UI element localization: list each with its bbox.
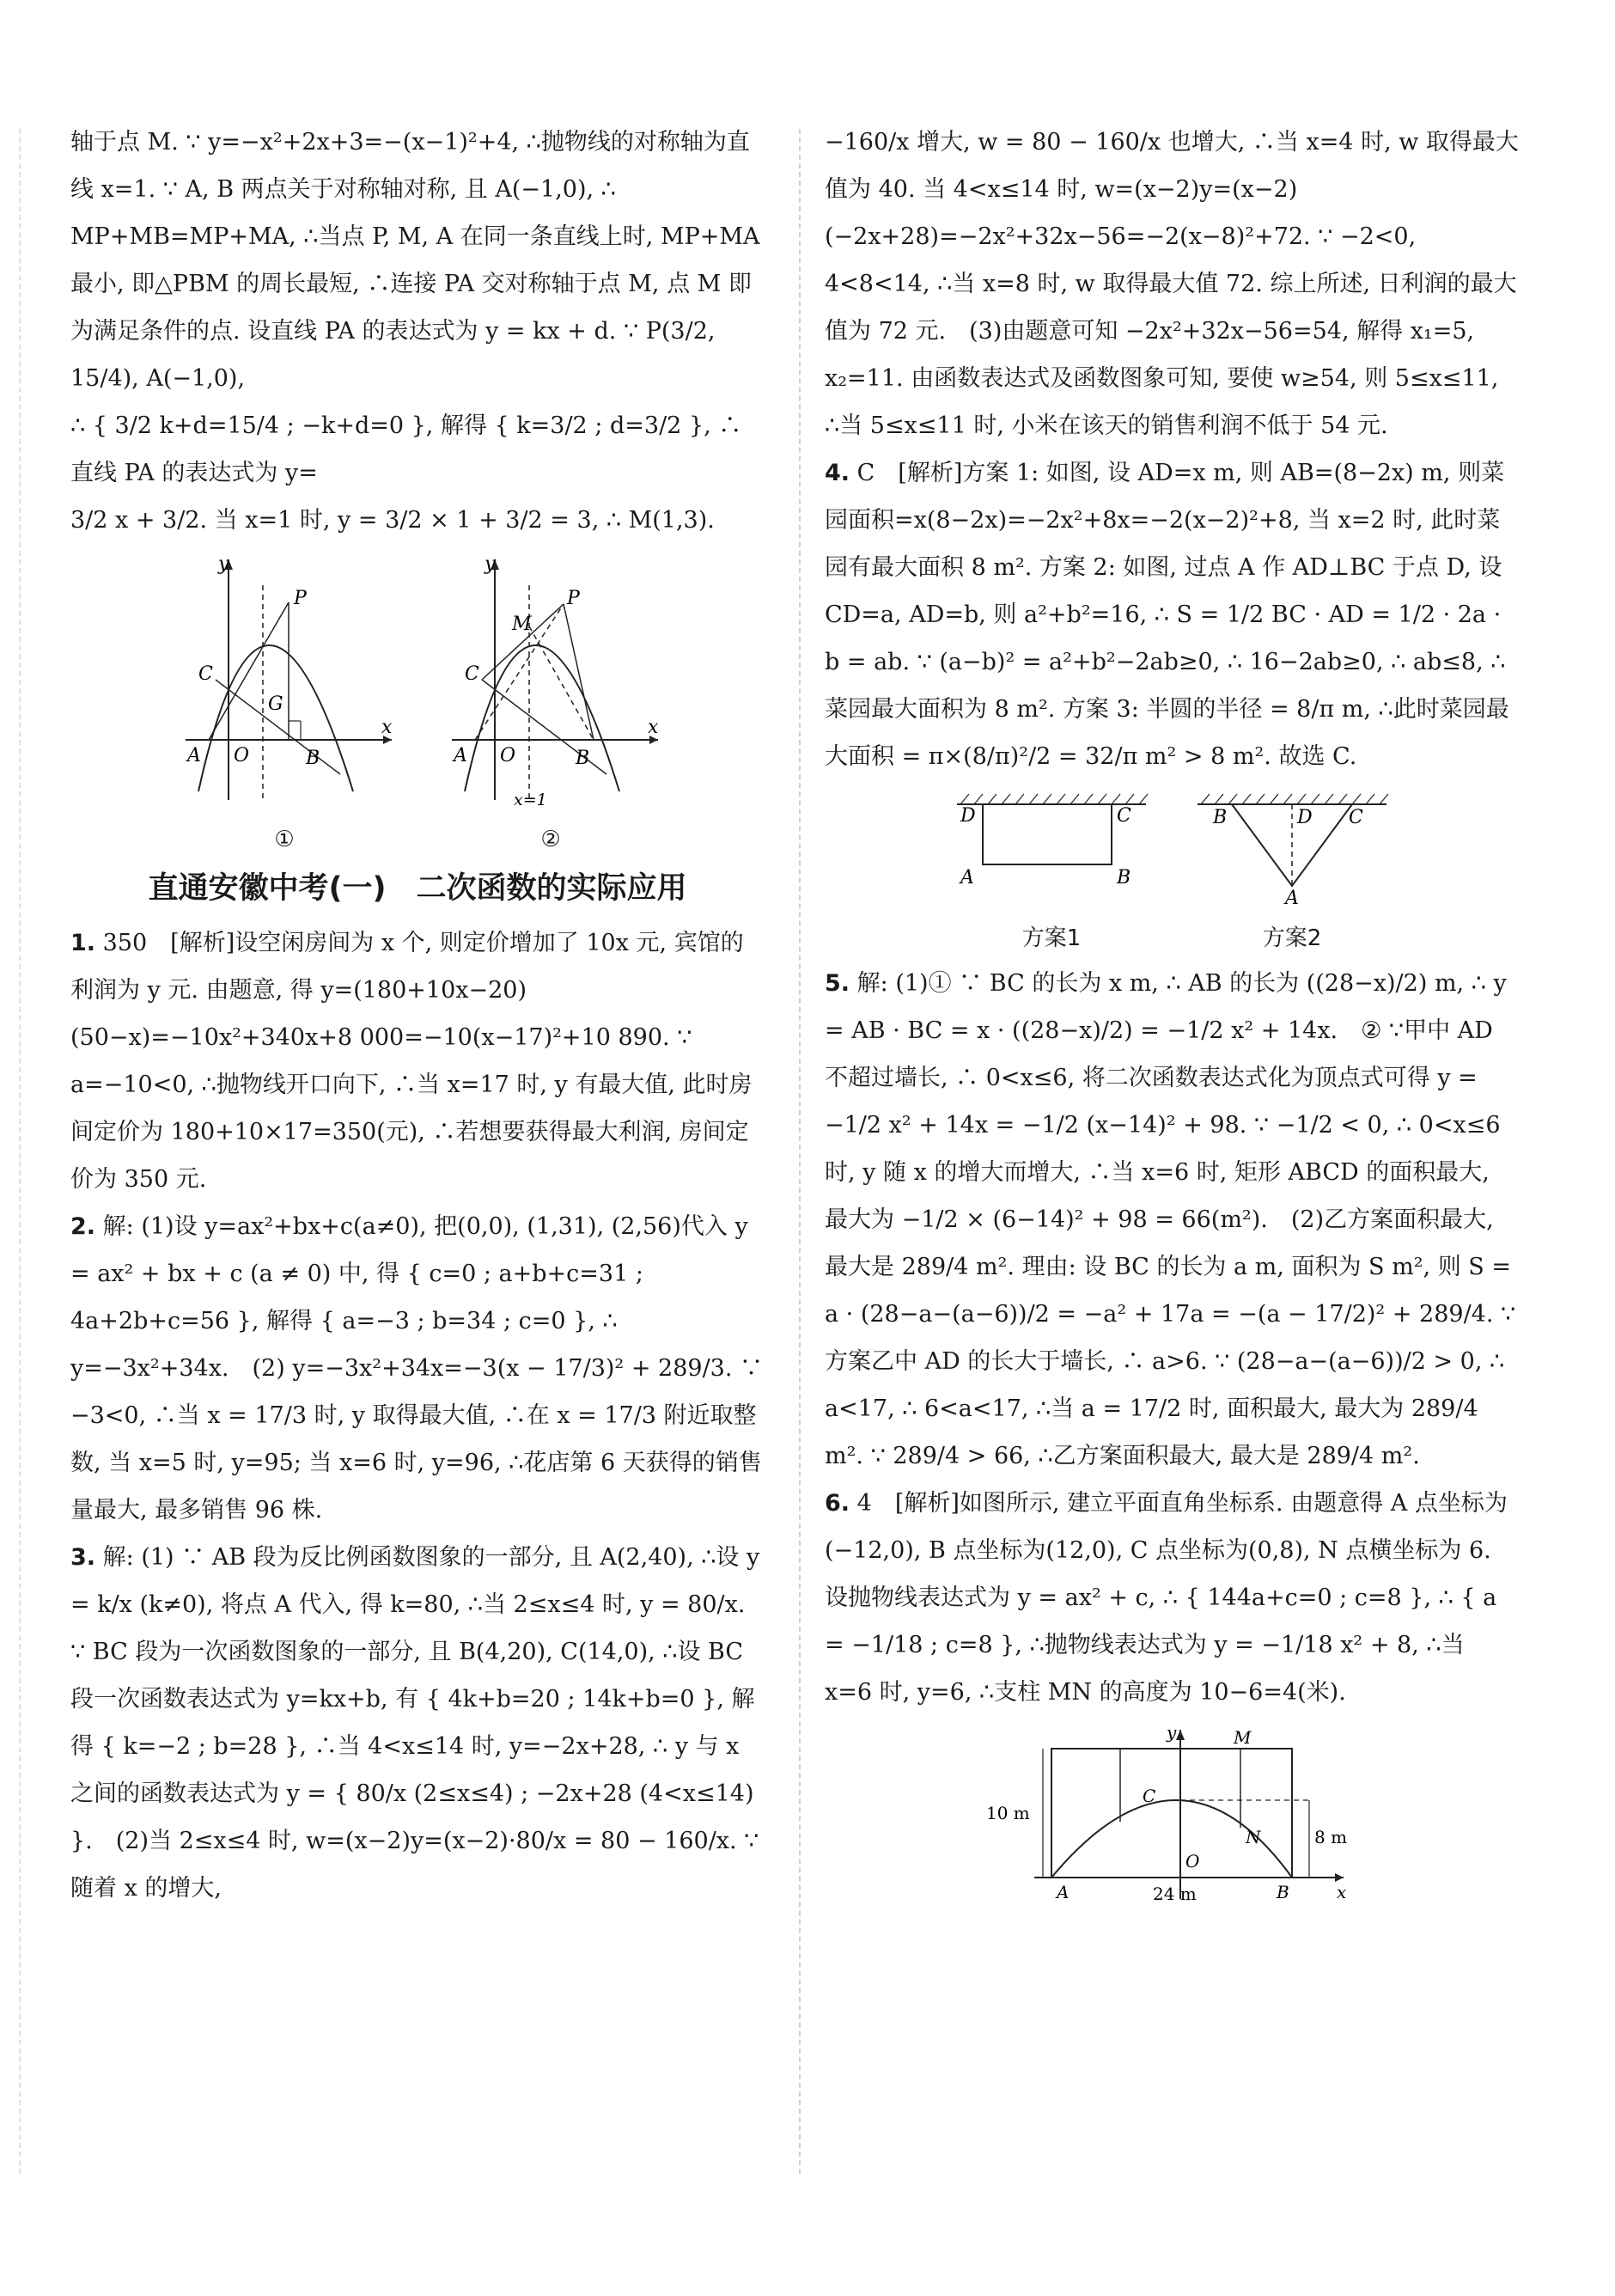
question-5: [825, 960, 1519, 1480]
fig6-label-b: B: [1277, 1882, 1289, 1902]
figure-1-caption: ①: [274, 827, 295, 852]
fig2-label-a: A: [454, 745, 467, 766]
question-3-text: 解: (1) ∵ AB 段为反比例函数图象的一部分, 且 A(2,40), ∴设 y = k/x (k≠0), 将点 A 代入, 得 k=80, ∴当 2≤x≤4 时, y = 80/x. ∵ BC 段为一次函数图象的一部分, 且 B(4,20), C(14,0), ∴设 BC 段一次函数表达式为 y=kx+b, 有 { 4k+b=20 ; 14k+b=0 }, 解得 { k=−2 ; b=28 }, ∴当 4<x≤14 时, y=−2x+28, ∴ y 与 x 之间的函数表达式为 y = { 80/x (2≤x≤4) ; −2x+28 (4<x≤14) }. (2)当 2≤x≤4 时, w=(x−2)y=(x−2)·80/x = 80 − 160/x. ∵随着 x 的增大,: [70, 1544, 760, 1902]
fig2-label-y: y: [484, 553, 496, 575]
question-6-text: 4 [解析]如图所示, 建立平面直角坐标系. 由题意得 A 点坐标为(−12,0), B 点坐标为(12,0), C 点坐标为(0,8), N 点横坐标为 6. 设抛物线表达式为 y = ax² + c, ∴ { 144a+c=0 ; c=8 }, ∴ { a = −1/18 ; c=8 }, ∴抛物线表达式为 y = −1/18 x² + 8, ∴当 x=6 时, y=6, ∴支柱 MN 的高度为 10−6=4(米).: [825, 1490, 1508, 1706]
plan2-label-b: B: [1213, 807, 1228, 828]
parabola-figures: [70, 551, 765, 854]
plan1-label-b: B: [1117, 867, 1131, 888]
fig1-label-a: A: [187, 745, 201, 766]
question-5-text: 解: (1)① ∵ BC 的长为 x m, ∴ AB 的长为 ((28−x)/2) m, ∴ y = AB · BC = x · ((28−x)/2) = −1/2 x² + 14x. ② ∵甲中 AD 不超过墙长, ∴ 0<x≤6, 将二次函数表达式化为顶点式可得 y = −1/2 x² + 14x = −1/2 (x−14)² + 98. ∵ −1/2 < 0, ∴ 0<x≤6 时, y 随 x 的增大而增大, ∴当 x=6 时, 矩形 ABCD 的面积最大, 最大为 −1/2 × (6−14)² + 98 = 66(m²). (2)乙方案面积最大, 最大是 289/4 m². 理由: 设 BC 的长为 a m, 面积为 S m², 则 S = a · (28−a−(a−6))/2 = −a² + 17a = −(a − 17/2)² + 289/4. ∵方案乙中 AD 的长大于墙长, ∴ a>6. ∵ (28−a−(a−6))/2 > 0, ∴ a<17, ∴ 6<a<17, ∴当 a = 17/2 时, 面积最大, 最大为 289/4 m². ∵ 289/4 > 66, ∴乙方案面积最大, 最大是 289/4 m².: [825, 970, 1516, 1469]
fig6-label-x: x: [1337, 1882, 1347, 1902]
fig6-label-8m: 8 m: [1314, 1827, 1348, 1847]
question-4: [825, 449, 1519, 780]
plan-2-diagram: [1189, 787, 1395, 907]
fig2-label-axis: x=1: [514, 791, 547, 809]
question-2-text: 解: (1)设 y=ax²+bx+c(a≠0), 把(0,0), (1,31), (2,56)代入 y = ax² + bx + c (a ≠ 0) 中, 得 { c=0 ; a+b+c=31 ; 4a+2b+c=56 }, 解得 { a=−3 ; b=34 ; c=0 }, ∴ y=−3x²+34x. (2) y=−3x²+34x=−3(x − 17/3)² + 289/3. ∵ −3<0, ∴当 x = 17/3 时, y 取得最大值, ∴在 x = 17/3 附近取整数, 当 x=5 时, y=95; 当 x=6 时, y=96, ∴花店第 6 天获得的销售量最大, 最多销售 96 株.: [70, 1213, 764, 1524]
plan-2-caption: 方案2: [1262, 925, 1322, 951]
fig2-label-x: x: [648, 717, 659, 738]
fig6-label-a: A: [1057, 1882, 1070, 1902]
left-margin-rule: [19, 129, 21, 2174]
question-2-number: 2.: [70, 1213, 96, 1240]
fig6-label-c: C: [1143, 1786, 1156, 1806]
fig1-label-o: O: [234, 745, 250, 766]
plan-1-diagram: [948, 787, 1155, 907]
question-5-number: 5.: [825, 970, 850, 997]
parabola-figure-2: [435, 551, 667, 809]
fig2-label-c: C: [465, 663, 479, 685]
fig2-label-o: O: [500, 745, 516, 766]
plan1-label-d: D: [960, 805, 976, 827]
fig2-label-m: M: [512, 614, 532, 635]
plan-1-caption: 方案1: [1021, 925, 1082, 951]
fig6-label-y: y: [1167, 1723, 1177, 1743]
question-4-number: 4.: [825, 460, 850, 486]
question-1-number: 1.: [70, 930, 96, 956]
fig1-label-c: C: [198, 663, 213, 685]
fig6-label-m: M: [1234, 1727, 1252, 1748]
plan1-label-a: A: [960, 867, 974, 888]
bridge-parabola-figure: [983, 1723, 1361, 1903]
fig6-label-24m: 24 m: [1153, 1884, 1197, 1903]
plan-2-figure: [1189, 787, 1395, 953]
question-2: [70, 1203, 765, 1534]
fig6-label-n: N: [1246, 1827, 1261, 1847]
section-title: 直通安徽中考(一) 二次函数的实际应用: [148, 871, 687, 906]
fig6-label-10m: 10 m: [986, 1803, 1030, 1823]
question-1: [70, 919, 765, 1203]
plan1-label-c: C: [1117, 805, 1131, 827]
figure-2-caption: ②: [540, 827, 561, 852]
fig1-label-b: B: [306, 748, 320, 769]
left-para-1: 轴于点 M. ∵ y=−x²+2x+3=−(x−1)²+4, ∴抛物线的对称轴为直线 x=1. ∵ A, B 两点关于对称轴对称, 且 A(−1,0), ∴ MP+MB=MP+MA, ∴当点 P, M, A 在同一条直线上时, MP+MA 最小, 即△PBM 的周长最短, ∴连接 PA 交对称轴于点 M, 点 M 即为满足条件的点. 设直线 PA 的表达式为 y = kx + d. ∵ P(3/2, 15/4), A(−1,0),: [70, 129, 760, 392]
left-para-3: 3/2 x + 3/2. 当 x=1 时, y = 3/2 × 1 + 3/2 = 3, ∴ M(1,3).: [70, 507, 715, 534]
question-3: [70, 1534, 765, 1912]
question-1-text: 350 [解析]设空闲房间为 x 个, 则定价增加了 10x 元, 宾馆的利润为 y 元. 由题意, 得 y=(180+10x−20)(50−x)=−10x²+340x+8 000=−10(x−17)²+10 890. ∵ a=−10<0, ∴抛物线开口向下, ∴当 x=17 时, y 有最大值, 此时房间定价为 180+10×17=350(元), ∴若想要获得最大利润, 房间定价为 350 元.: [70, 930, 753, 1193]
fig2-label-b: B: [576, 748, 590, 769]
fig1-label-y: y: [218, 553, 229, 575]
parabola-figure-1: [168, 551, 400, 809]
plan-1-figure: [948, 787, 1155, 953]
left-column: [70, 119, 765, 1912]
plan2-label-d: D: [1297, 807, 1313, 828]
question-4-text: C [解析]方案 1: 如图, 设 AD=x m, 则 AB=(8−2x) m, 则菜园面积=x(8−2x)=−2x²+8x=−2(x−2)²+8, 当 x=2 时, 此时菜园有最大面积 8 m². 方案 2: 如图, 过点 A 作 AD⊥BC 于点 D, 设 CD=a, AD=b, 则 a²+b²=16, ∴ S = 1/2 BC · AD = 1/2 · 2a · b = ab. ∵ (a−b)² = a²+b²−2ab≥0, ∴ 16−2ab≥0, ∴ ab≤8, ∴菜园最大面积为 8 m². 方案 3: 半圆的半径 = 8/π m, ∴此时菜园最大面积 = π×(8/π)²/2 = 32/π m² > 8 m². 故选 C.: [825, 460, 1509, 770]
fig1-label-g: G: [268, 693, 283, 715]
right-para-1: −160/x 增大, w = 80 − 160/x 也增大, ∴当 x=4 时, w 取得最大值为 40. 当 4<x≤14 时, w=(x−2)y=(x−2)(−2x+28)=−2x²+32x−56=−2(x−8)²+72. ∵ −2<0, 4<8<14, ∴当 x=8 时, w 取得最大值 72. 综上所述, 日利润的最大值为 72 元. (3)由题意可知 −2x²+32x−56=54, 解得 x₁=5, x₂=11. 由函数表达式及函数图象可知, 要使 w≥54, 则 5≤x≤11, ∴当 5≤x≤11 时, 小米在该天的销售利润不低于 54 元.: [825, 129, 1519, 439]
bridge-figure-row: [825, 1723, 1519, 1903]
fig2-label-p: P: [567, 588, 580, 609]
fig6-label-o: O: [1185, 1851, 1200, 1872]
fig1-label-p: P: [294, 588, 307, 609]
fig1-label-x: x: [381, 717, 393, 738]
question-3-number: 3.: [70, 1544, 96, 1571]
question-6-number: 6.: [825, 1490, 850, 1517]
plan2-label-c: C: [1349, 807, 1363, 828]
plan-figures: [825, 787, 1519, 953]
plan2-label-a: A: [1285, 888, 1299, 907]
figure-1: [168, 551, 400, 854]
left-para-2: ∴ { 3/2 k+d=15/4 ; −k+d=0 }, 解得 { k=3/2 ; d=3/2 }, ∴直线 PA 的表达式为 y=: [70, 412, 742, 486]
column-divider: [799, 129, 801, 2174]
right-column: [825, 119, 1519, 1910]
figure-2: [435, 551, 667, 854]
question-6: [825, 1480, 1519, 1716]
